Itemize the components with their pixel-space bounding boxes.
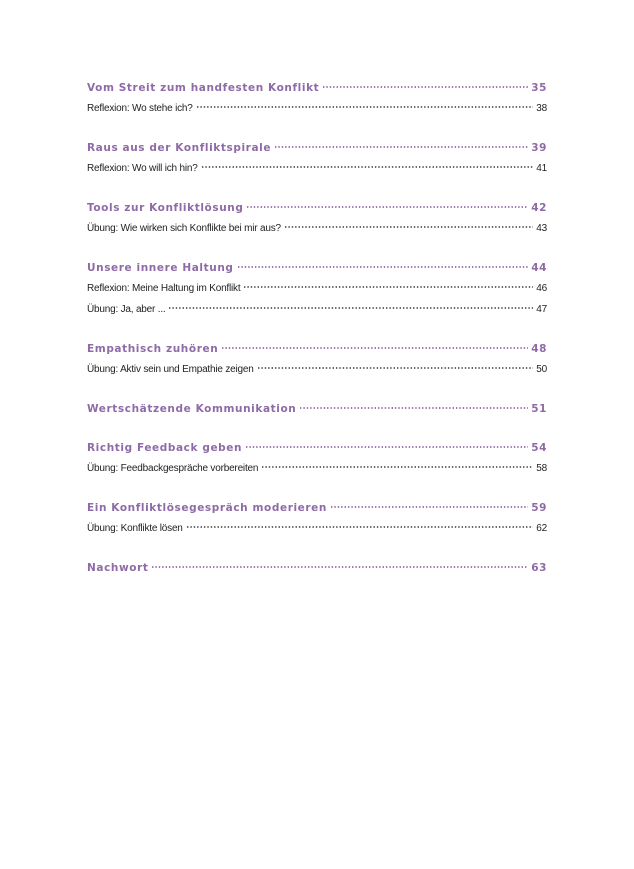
sub-entry-title: Übung: Wie wirken sich Konflikte bei mir aus? [87, 223, 281, 234]
chapter-title: Empathisch zuhören [87, 343, 219, 355]
dot-leader [168, 306, 533, 310]
page-number: 46 [536, 283, 547, 294]
toc-chapter [87, 78, 547, 119]
chapter-title: Vom Streit zum handfesten Konflikt [87, 82, 320, 94]
dot-leader [246, 205, 528, 209]
toc-chapter [87, 339, 547, 380]
toc-chapter [87, 498, 547, 539]
page-number: 54 [531, 442, 547, 454]
dot-leader [151, 565, 528, 569]
page-number: 50 [536, 364, 547, 375]
dot-leader [186, 525, 534, 529]
sub-entry-title: Übung: Aktiv sein und Empathie zeigen [87, 364, 254, 375]
sub-entry-title: Übung: Konflikte lösen [87, 523, 183, 534]
chapter-title: Nachwort [87, 562, 149, 574]
toc-chapter-entry[interactable] [87, 339, 547, 359]
toc-chapter-entry[interactable] [87, 558, 547, 578]
page-number: 47 [536, 304, 547, 315]
page-number: 44 [531, 262, 547, 274]
chapter-title: Ein Konfliktlösegespräch moderieren [87, 502, 327, 514]
toc-chapter-entry[interactable] [87, 399, 547, 419]
toc-chapter-entry[interactable] [87, 258, 547, 278]
toc-chapter [87, 399, 547, 419]
page-number: 59 [531, 502, 547, 514]
dot-leader [257, 366, 534, 370]
toc-sub-entry[interactable] [87, 279, 547, 299]
dot-leader [221, 346, 528, 350]
dot-leader [299, 406, 528, 410]
dot-leader [261, 465, 533, 469]
toc-chapter [87, 438, 547, 479]
page-number: 42 [531, 202, 547, 214]
page-number: 38 [536, 103, 547, 114]
dot-leader [245, 445, 528, 449]
toc-sub-entry[interactable] [87, 360, 547, 380]
dot-leader [237, 265, 529, 269]
toc-chapter [87, 558, 547, 578]
page-number: 41 [536, 163, 547, 174]
chapter-title: Raus aus der Konfliktspirale [87, 142, 272, 154]
toc-chapter [87, 138, 547, 179]
sub-entry-title: Übung: Ja, aber ... [87, 304, 166, 315]
page-number: 62 [536, 523, 547, 534]
toc-sub-entry[interactable] [87, 459, 547, 479]
page-number: 39 [531, 142, 547, 154]
dot-leader [196, 105, 534, 109]
table-of-contents [87, 78, 547, 597]
chapter-title: Unsere innere Haltung [87, 262, 234, 274]
sub-entry-title: Reflexion: Wo will ich hin? [87, 163, 198, 174]
dot-leader [322, 85, 528, 89]
toc-sub-entry[interactable] [87, 519, 547, 539]
toc-sub-entry[interactable] [87, 219, 547, 239]
chapter-title: Tools zur Konfliktlösung [87, 202, 244, 214]
toc-sub-entry[interactable] [87, 300, 547, 320]
dot-leader [201, 165, 534, 169]
toc-chapter-entry[interactable] [87, 498, 547, 518]
toc-chapter [87, 258, 547, 320]
dot-leader [243, 285, 533, 289]
page-number: 51 [531, 403, 547, 415]
toc-sub-entry[interactable] [87, 99, 547, 119]
toc-chapter-entry[interactable] [87, 438, 547, 458]
toc-sub-entry[interactable] [87, 159, 547, 179]
page-number: 63 [531, 562, 547, 574]
toc-chapter-entry[interactable] [87, 78, 547, 98]
chapter-title: Wertschätzende Kommunikation [87, 403, 297, 415]
page-number: 35 [531, 82, 547, 94]
page-number: 48 [531, 343, 547, 355]
dot-leader [284, 225, 533, 229]
toc-chapter-entry[interactable] [87, 138, 547, 158]
sub-entry-title: Reflexion: Wo stehe ich? [87, 103, 193, 114]
toc-chapter-entry[interactable] [87, 198, 547, 218]
chapter-title: Richtig Feedback geben [87, 442, 243, 454]
dot-leader [274, 145, 528, 149]
page-number: 43 [536, 223, 547, 234]
sub-entry-title: Übung: Feedbackgespräche vorbereiten [87, 463, 259, 474]
dot-leader [330, 505, 528, 509]
toc-chapter [87, 198, 547, 239]
page-number: 58 [536, 463, 547, 474]
sub-entry-title: Reflexion: Meine Haltung im Konflikt [87, 283, 241, 294]
